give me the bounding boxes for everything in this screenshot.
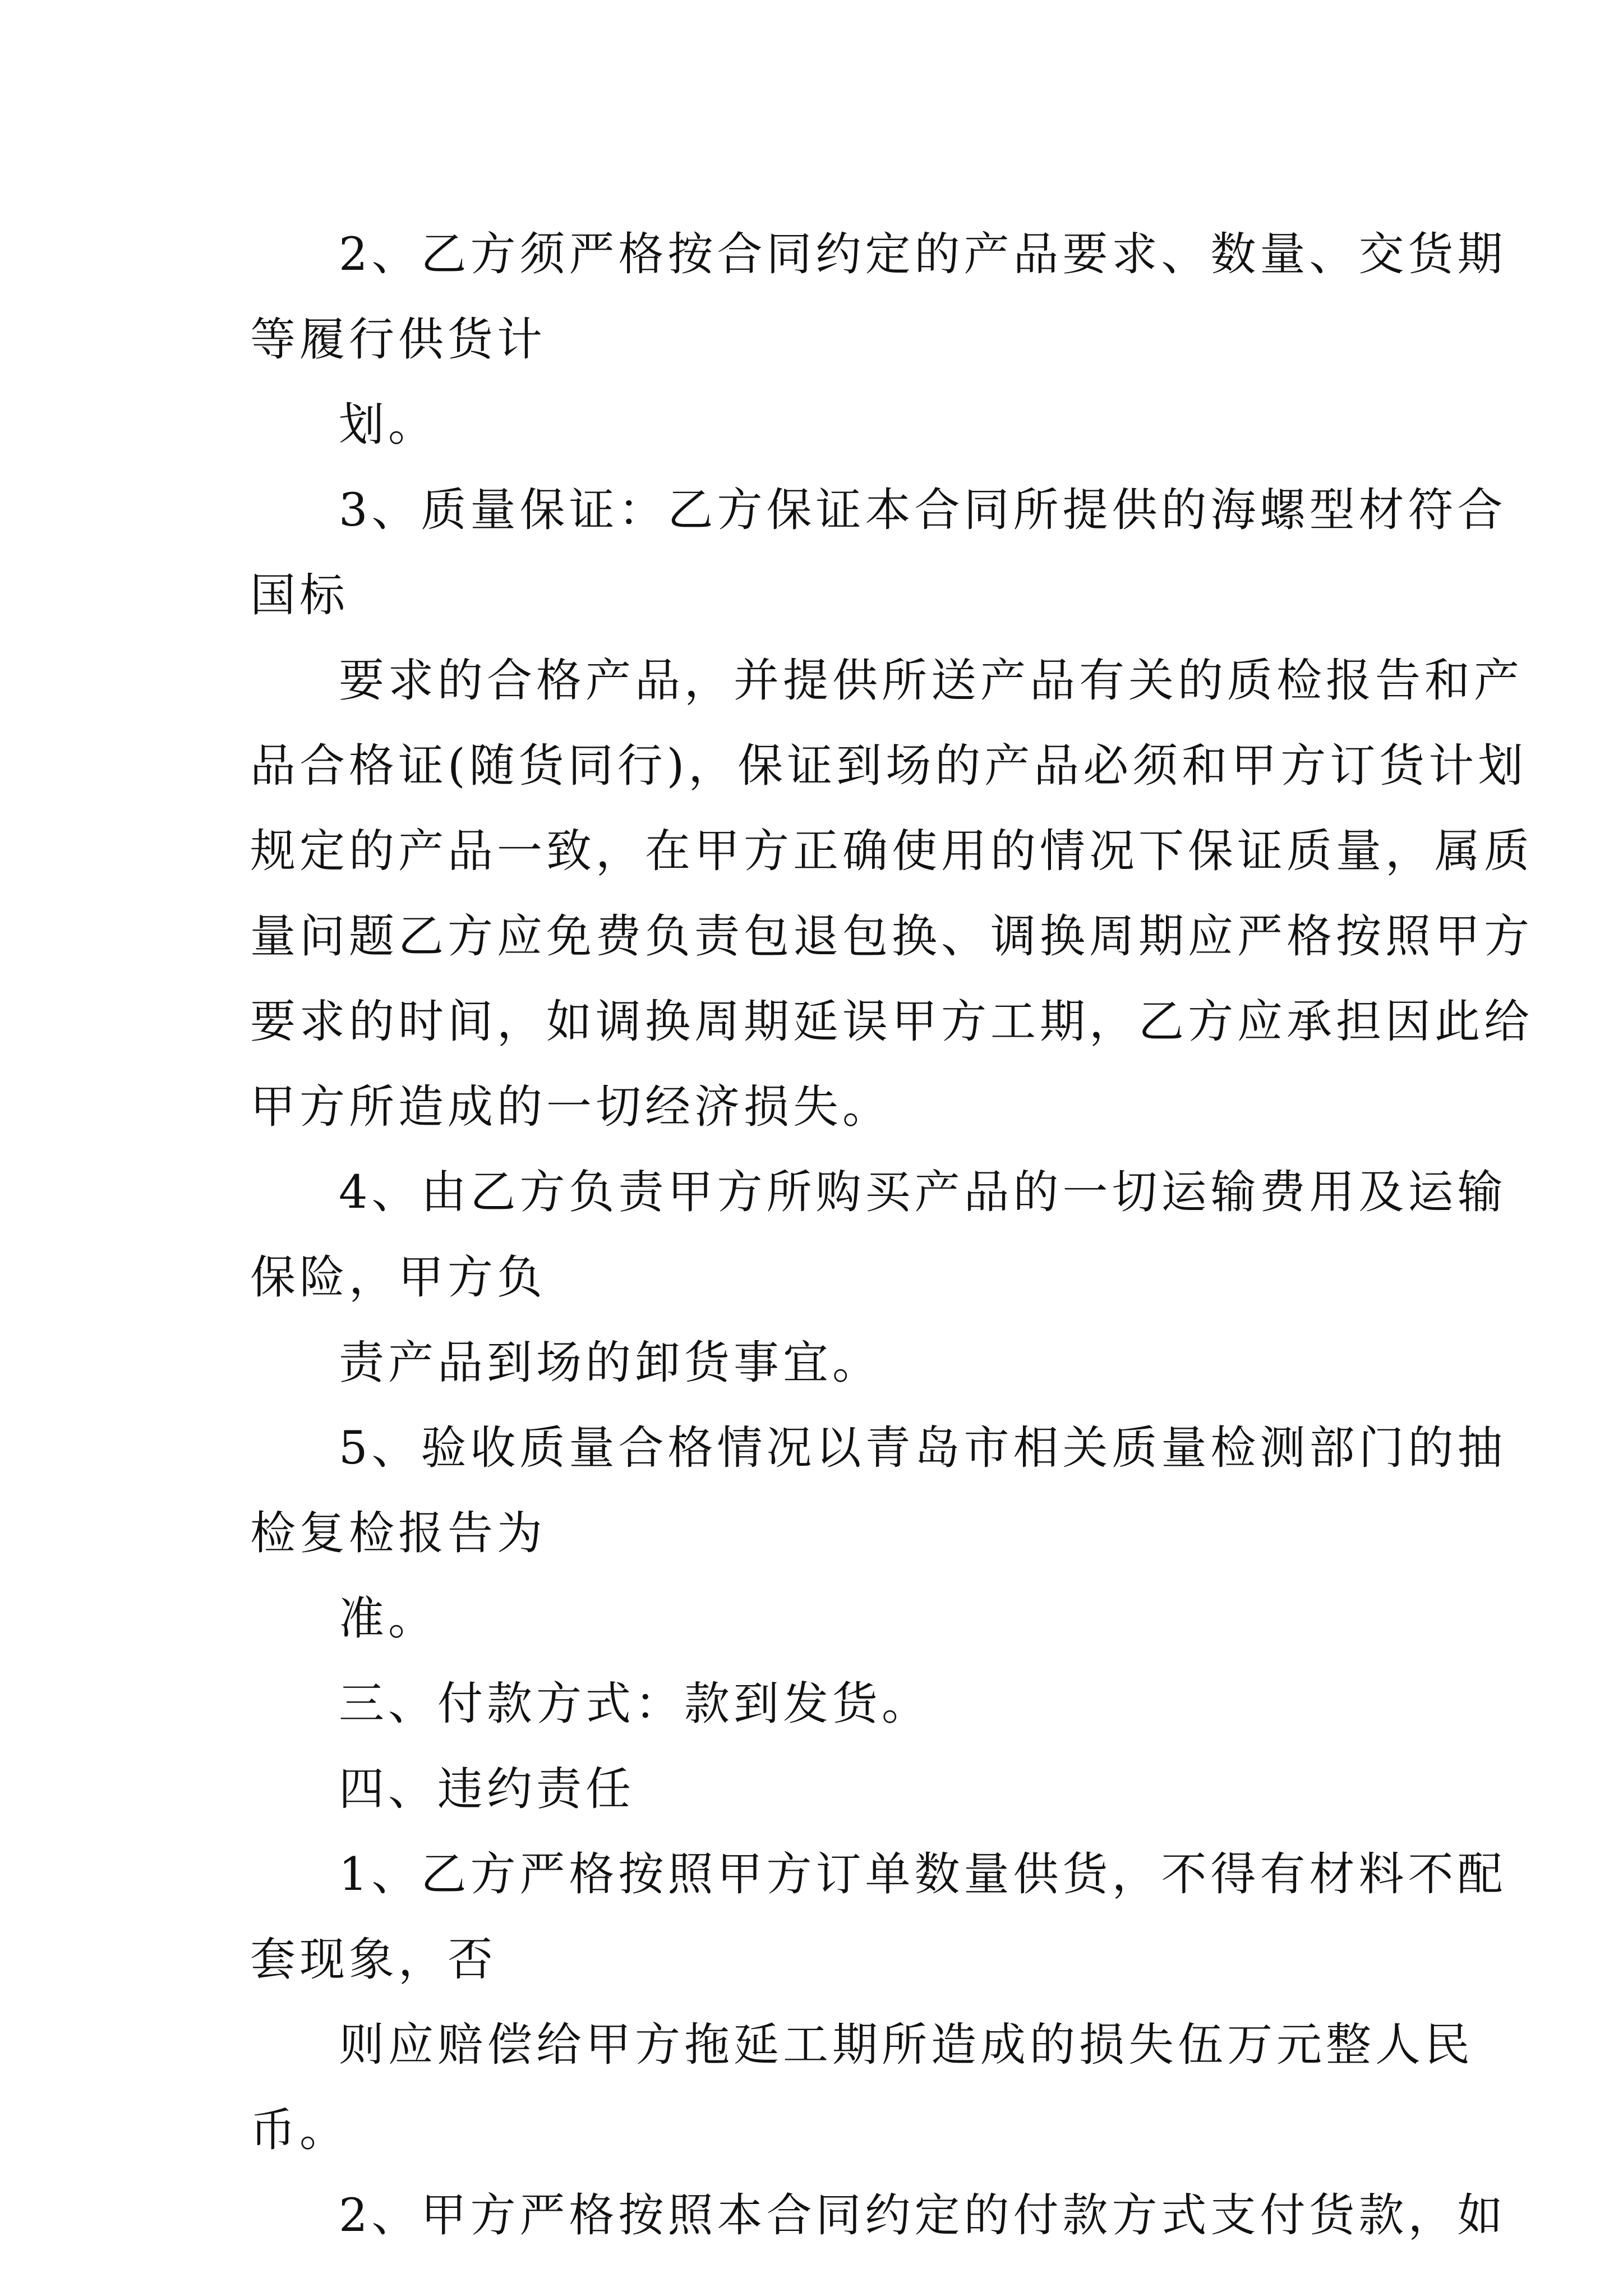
text-line: 划。: [339, 399, 438, 452]
text-line: 量问题乙方应免费负责包退包换、调换周期应严格按照甲方: [250, 910, 1534, 963]
text-line: 币。: [250, 2104, 349, 2157]
text-line: 1、乙方严格按照甲方订单数量供货，不得有材料不配: [339, 1848, 1507, 1901]
text-line: 国标: [250, 569, 349, 622]
text-line: 规定的产品一致，在甲方正确使用的情况下保证质量，属质: [250, 825, 1534, 878]
text-line: 等履行供货计: [250, 314, 547, 366]
document-body: [250, 212, 1534, 2258]
text-line: 品合格证(随货同行)，保证到场的产品必须和甲方订货计划: [250, 740, 1528, 793]
text-line: 5、验收质量合格情况以青岛市相关质量检测部门的抽: [339, 1422, 1507, 1475]
section-heading-payment: 三、付款方式：款到发货。: [339, 1678, 932, 1731]
text-line: 则应赔偿给甲方拖延工期所造成的损失伍万元整人民: [339, 2019, 1474, 2072]
text-line: 套现象，否: [250, 1934, 497, 1986]
text-line: 甲方所造成的一切经济损失。: [250, 1081, 892, 1134]
text-line: 检复检报告为: [250, 1507, 547, 1560]
text-line: 2、甲方严格按照本合同约定的付款方式支付货款，如: [339, 2189, 1507, 2242]
section-heading-liability: 四、违约责任: [339, 1763, 635, 1816]
text-line: 2、乙方须严格按合同约定的产品要求、数量、交货期: [339, 228, 1507, 281]
text-line: 责产品到场的卸货事宜。: [339, 1337, 882, 1389]
text-line: 保险，甲方负: [250, 1251, 547, 1304]
text-line: 3、质量保证：乙方保证本合同所提供的海螺型材符合: [339, 484, 1507, 537]
text-line: 准。: [339, 1593, 438, 1645]
text-line: 要求的合格产品，并提供所送产品有关的质检报告和产: [339, 655, 1524, 707]
text-line: 要求的时间，如调换周期延误甲方工期，乙方应承担因此给: [250, 996, 1534, 1048]
text-line: 4、由乙方负责甲方所购买产品的一切运输费用及运输: [339, 1166, 1507, 1219]
